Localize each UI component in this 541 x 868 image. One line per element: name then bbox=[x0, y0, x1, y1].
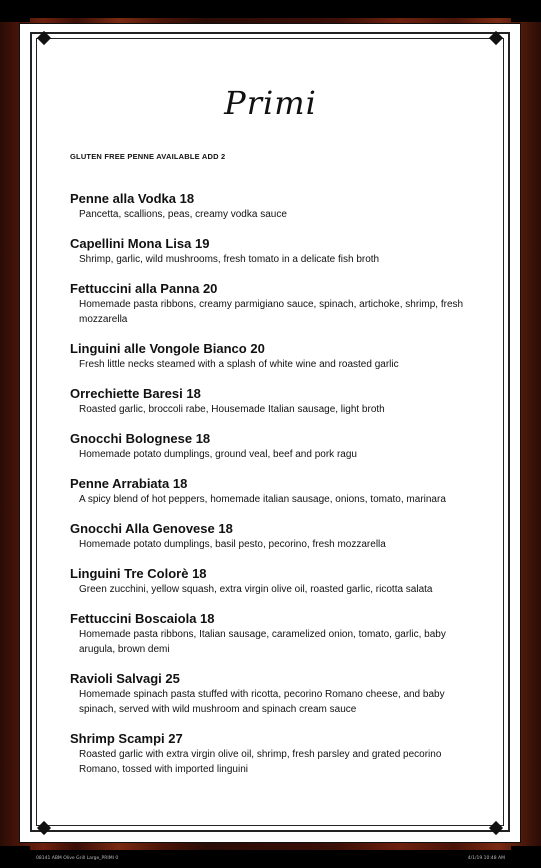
menu-item-price: 18 bbox=[172, 476, 188, 491]
menu-item-name: Gnocchi Bolognese bbox=[70, 431, 193, 446]
menu-item bbox=[70, 730, 490, 777]
menu-item bbox=[70, 340, 490, 372]
corner-ornament-icon bbox=[36, 820, 52, 836]
menu-item-description: Homemade pasta ribbons, Italian sausage, caramelized onion, tomato, garlic, baby arugula, brown demi bbox=[79, 629, 446, 655]
menu-item-heading bbox=[70, 280, 490, 297]
menu-item-description: Green zucchini, yellow squash, extra virgin olive oil, roasted garlic, ricotta salata bbox=[79, 584, 433, 595]
menu-item bbox=[70, 520, 490, 552]
menu-item-name: Gnocchi Alla Genovese bbox=[70, 521, 215, 536]
menu-item bbox=[70, 280, 490, 327]
menu-item-price: 20 bbox=[250, 341, 265, 356]
print-slug-left: 08141 ABM Olive Grill Large_PRIMI 0 bbox=[36, 856, 119, 861]
corner-ornament-icon bbox=[36, 30, 52, 46]
menu-item bbox=[70, 670, 490, 717]
menu-item-description: Roasted garlic, broccoli rabe, Housemade Italian sausage, light broth bbox=[79, 404, 385, 415]
menu-item-description: Pancetta, scallions, peas, creamy vodka sauce bbox=[79, 209, 287, 220]
menu-item bbox=[70, 190, 490, 222]
menu-item-description: Fresh little necks steamed with a splash of white wine and roasted garlic bbox=[79, 359, 399, 370]
menu-item bbox=[70, 430, 490, 462]
menu-item-description: Homemade potato dumplings, basil pesto, pecorino, fresh mozzarella bbox=[79, 539, 386, 550]
menu-item-description: Homemade spinach pasta stuffed with ricotta, pecorino Romano cheese, and baby spinach, served with wild mushroom and spinach cream sauce bbox=[79, 689, 445, 715]
menu-item-description: Homemade potato dumplings, ground veal, beef and pork ragu bbox=[79, 449, 357, 460]
corner-block bbox=[511, 0, 541, 22]
corner-block bbox=[511, 846, 541, 868]
menu-item-name: Fettuccini alla Panna bbox=[70, 281, 200, 296]
menu-item bbox=[70, 385, 490, 417]
menu-item-heading bbox=[70, 430, 490, 447]
menu-item-price: 20 bbox=[202, 281, 218, 296]
menu-item-name: Linguini Tre Colorè bbox=[70, 566, 189, 581]
menu-item-name: Shrimp Scampi bbox=[70, 731, 165, 746]
menu-item-heading bbox=[70, 235, 490, 252]
menu-item-name: Penne Arrabiata bbox=[70, 476, 170, 491]
menu-item-price: 18 bbox=[192, 566, 207, 581]
menu-item bbox=[70, 565, 490, 597]
menu-items-list bbox=[70, 190, 490, 790]
menu-item-heading bbox=[70, 190, 490, 207]
menu-item-heading bbox=[70, 730, 490, 747]
menu-item-price: 18 bbox=[179, 191, 195, 206]
corner-ornament-icon bbox=[488, 820, 504, 836]
menu-item-name: Penne alla Vodka bbox=[70, 191, 176, 206]
menu-item-name: Linguini alle Vongole Bianco bbox=[70, 341, 247, 356]
menu-item-price: 25 bbox=[165, 671, 180, 686]
menu-item-heading bbox=[70, 565, 490, 582]
menu-item-price: 18 bbox=[218, 521, 233, 536]
print-slug-right: 4/1/19 10:48 AM bbox=[467, 856, 505, 861]
menu-title: Primi bbox=[224, 84, 317, 122]
menu-item-price: 18 bbox=[195, 431, 211, 446]
menu-item-price: 27 bbox=[168, 731, 183, 746]
menu-item-heading bbox=[70, 610, 490, 627]
menu-item-heading bbox=[70, 670, 490, 687]
menu-item-price: 19 bbox=[194, 236, 210, 251]
corner-block bbox=[0, 0, 30, 22]
menu-item-heading bbox=[70, 340, 490, 357]
menu-item bbox=[70, 475, 490, 507]
menu-item-description: Homemade pasta ribbons, creamy parmigiano sauce, spinach, artichoke, shrimp, fresh mozzarella bbox=[79, 299, 464, 325]
menu-item-price: 18 bbox=[200, 611, 215, 626]
menu-item-description: Shrimp, garlic, wild mushrooms, fresh tomato in a delicate fish broth bbox=[79, 254, 380, 265]
gluten-free-note: GLUTEN FREE PENNE AVAILABLE ADD 2 bbox=[70, 152, 226, 161]
menu-item-heading bbox=[70, 520, 490, 537]
menu-item-price: 18 bbox=[186, 386, 201, 401]
menu-item-name: Capellini Mona Lisa bbox=[70, 236, 192, 251]
menu-item-name: Orrechiette Baresi bbox=[70, 386, 183, 401]
menu-item-heading bbox=[70, 385, 490, 402]
menu-item bbox=[70, 610, 490, 657]
menu-item-name: Ravioli Salvagi bbox=[70, 671, 162, 686]
corner-ornament-icon bbox=[488, 30, 504, 46]
menu-item-heading bbox=[70, 475, 490, 492]
menu-item-description: Roasted garlic with extra virgin olive oil, shrimp, fresh parsley and grated pecorino Romano, tossed with imported linguini bbox=[79, 749, 442, 775]
corner-block bbox=[0, 846, 30, 868]
menu-item-description: A spicy blend of hot peppers, homemade italian sausage, onions, tomato, marinara bbox=[79, 494, 446, 505]
menu-item-name: Fettuccini Boscaiola bbox=[70, 611, 197, 626]
menu-item bbox=[70, 235, 490, 267]
